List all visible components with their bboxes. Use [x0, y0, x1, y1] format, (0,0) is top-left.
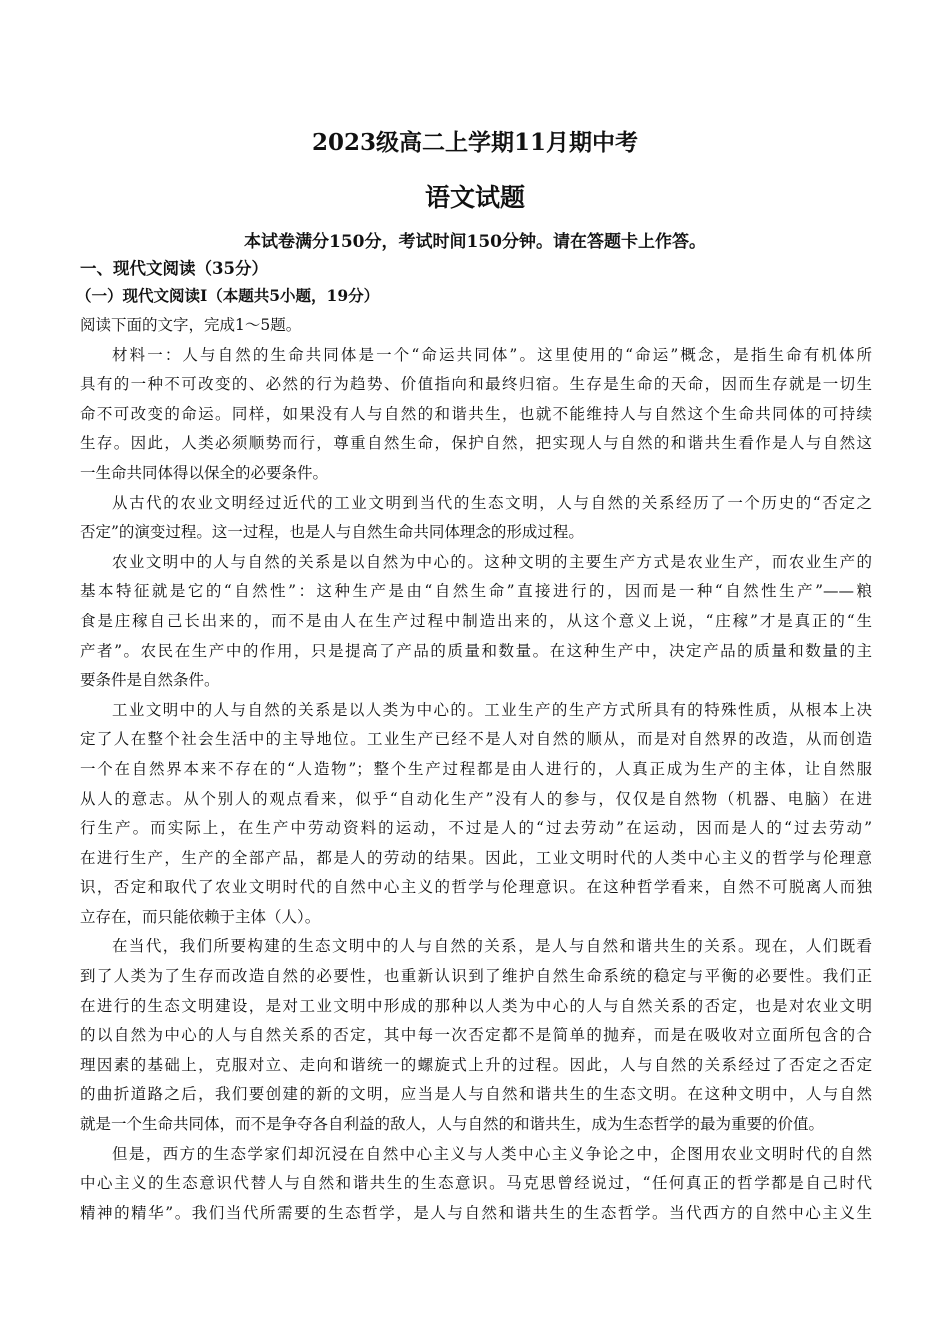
text-line: 的曲折道路之后，我们要创建的新的文明，应当是人与自然和谐共生的生态文明。在这种文明中，人与自然 [80, 1085, 872, 1104]
text-line: 在当代，我们所要构建的生态文明中的人与自然的关系，是人与自然和谐共生的关系。现在，人们既看 [112, 937, 872, 956]
instruction: 阅读下面的文字，完成1～5题。 [80, 316, 302, 334]
paragraph [80, 1140, 872, 1229]
text-line: 的以自然为中心的人与自然关系的否定，其中每一次否定都不是简单的抛弃，而是在吸收对立面所包含的合 [80, 1026, 872, 1045]
text-line: 就是一个生命共同体，而不是争夺各自利益的敌人，人与自然的和谐共生，成为生态哲学的最为重要的价值。 [80, 1115, 825, 1134]
paragraph [80, 548, 872, 696]
text-line: 命不可改变的命运。同样，如果没有人与自然的和谐共生，也就不能维持人与自然这个生命共同体的可持续 [80, 404, 872, 423]
paragraph [80, 932, 872, 1139]
text-line: 在进行生产，生产的全部产品，都是人的劳动的结果。因此，工业文明时代的人类中心主义的哲学与伦理意 [80, 848, 872, 867]
text-line: 一生命共同体得以保全的必要条件。 [80, 463, 329, 482]
section-heading: 一、现代文阅读（35分） [80, 259, 268, 278]
text-line: 食是庄稼自己长出来的，而不是由人在生产过程中制造出来的，从这个意义上说，“庄稼”才是真正的“生 [80, 611, 872, 630]
paragraph [80, 696, 872, 933]
text-line: 农业文明中的人与自然的关系是以自然为中心的。这种文明的主要生产方式是农业生产，而农业生产的 [112, 552, 872, 571]
text-line: 到了人类为了生存而改造自然的必要性，也重新认识到了维护自然生命系统的稳定与平衡的必要性。我们正 [80, 967, 872, 986]
exam-note: 本试卷满分150分，考试时间150分钟。请在答题卡上作答。 [244, 232, 706, 252]
text-line: 精神的精华”。我们当代所需要的生态哲学，是人与自然和谐共生的生态哲学。当代西方的自然中心主义生 [80, 1203, 872, 1222]
subsection-heading: （一）现代文阅读Ⅰ（本题共5小题，19分） [76, 286, 380, 305]
exam-title: 2023级高二上学期11月期中考 [311, 129, 639, 156]
text-line: 要条件是自然条件。 [80, 671, 220, 690]
paragraph [80, 489, 872, 548]
text-line: 在进行的生态文明建设，是对工业文明中形成的那种以人类为中心的人与自然关系的否定，也是对农业文明 [80, 996, 872, 1015]
paragraph [80, 341, 872, 489]
text-line: 基本特征就是它的“自然性”：这种生产是由“自然生命”直接进行的，因而是一种“自然性生产”——粮 [80, 582, 872, 601]
reading-passage [80, 311, 872, 1228]
text-line: 行生产。而实际上，在生产中劳动资料的运动，不过是人的“过去劳动”在运动，因而是人的“过去劳动” [80, 819, 872, 838]
text-line: 生存。因此，人类必须顺势而行，尊重自然生命，保护自然，把实现人与自然的和谐共生看作是人与自然这 [80, 434, 872, 453]
text-line: 具有的一种不可改变的、必然的行为趋势、价值指向和最终归宿。生存是生命的天命，因而生存就是一切生 [80, 375, 872, 394]
text-line: 中心主义的生态意识代替人与自然和谐共生的生态意识。马克思曾经说过，“任何真正的哲学都是自己时代 [80, 1174, 872, 1193]
text-line: 从古代的农业文明经过近代的工业文明到当代的生态文明，人与自然的关系经历了一个历史的“否定之 [112, 493, 872, 512]
text-line: 理因素的基础上，克服对立、走向和谐统一的螺旋式上升的过程。因此，人与自然的关系经过了否定之否定 [80, 1055, 872, 1074]
text-line: 立存在，而只能依赖于主体（人）。 [80, 907, 321, 926]
text-line: 材料一：人与自然的生命共同体是一个“命运共同体”。这里使用的“命运”概念，是指生命有机体所 [112, 345, 872, 364]
text-line: 产者”。农民在生产中的作用，只是提高了产品的质量和数量。在这种生产中，决定产品的质量和数量的主 [80, 641, 872, 660]
text-line: 工业文明中的人与自然的关系是以人类为中心的。工业生产的生产方式所具有的特殊性质，从根本上决 [112, 700, 872, 719]
subject-title: 语文试题 [424, 183, 525, 212]
text-line: 但是，西方的生态学家们却沉浸在自然中心主义与人类中心主义争论之中，企图用农业文明时代的自然 [112, 1144, 872, 1163]
text-line: 否定”的演变过程。这一过程，也是人与自然生命共同体理念的形成过程。 [80, 523, 584, 542]
text-line: 识，否定和取代了农业文明时代的自然中心主义的哲学与伦理意识。在这种哲学看来，自然不可脱离人而独 [80, 878, 872, 897]
text-line: 定了人在整个社会生活中的主导地位。工业生产已经不是人对自然的顺从，而是对自然界的改造，从而创造 [80, 730, 872, 749]
text-line: 从人的意志。从个别人的观点看来，似乎“自动化生产”没有人的参与，仅仅是自然物（机器、电脑）在进 [80, 789, 872, 808]
text-line: 一个在自然界本来不存在的“人造物”；整个生产过程都是由人进行的，人真正成为生产的主体，让自然服 [80, 759, 872, 778]
